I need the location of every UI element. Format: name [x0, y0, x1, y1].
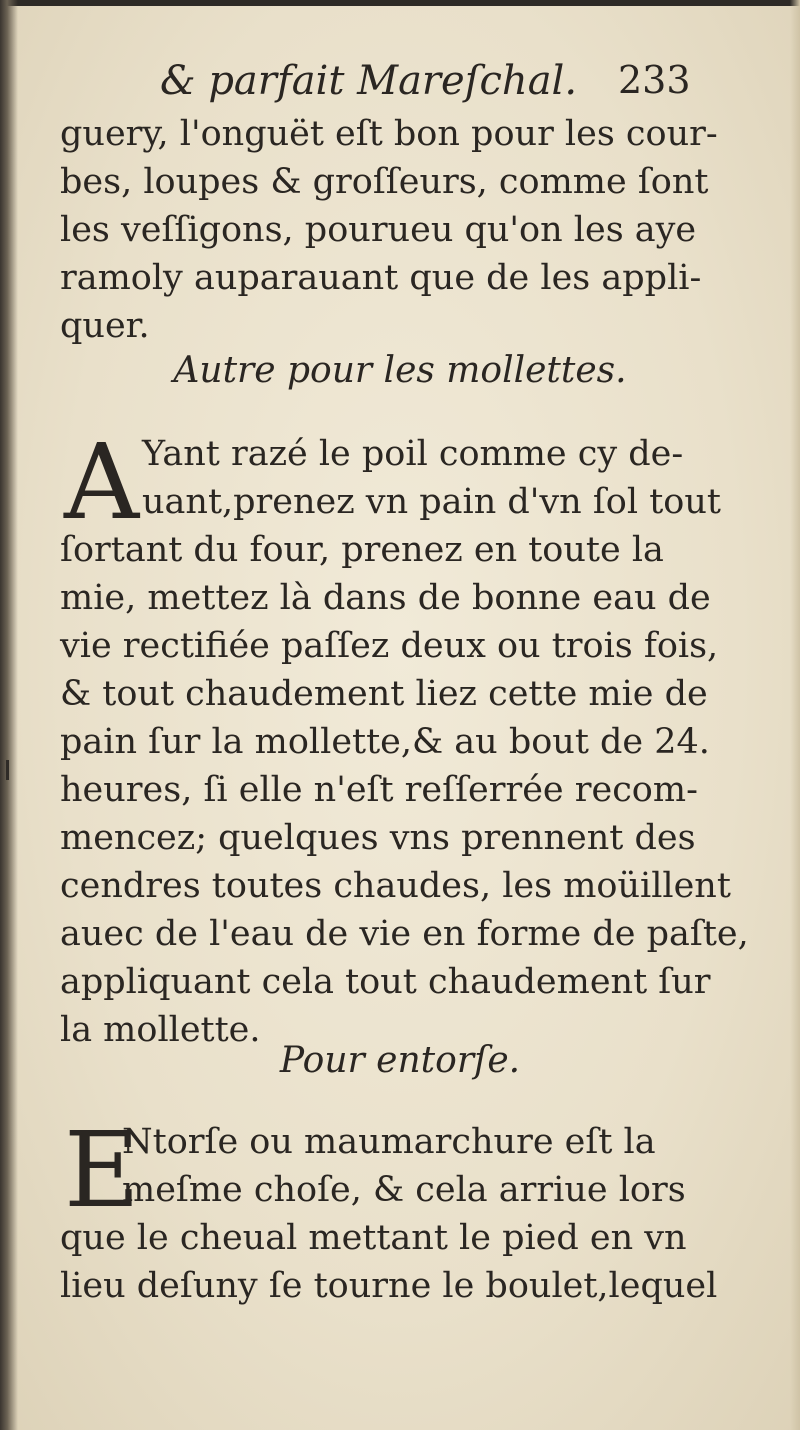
running-head	[0, 58, 800, 108]
text-line: la mollette.	[60, 1010, 261, 1050]
text-line: les veſſigons, pourueu qu'on les aye	[60, 210, 697, 250]
text-line: auec de l'eau de vie en forme de paſte,	[60, 914, 749, 954]
text-line: mencez; quelques vns prennent des	[60, 818, 696, 858]
text-line: quer.	[60, 306, 150, 346]
binding-edge	[0, 0, 18, 1430]
drop-cap: A	[64, 421, 140, 543]
text-line: vie rectifiée paſſez deux ou trois fois,	[60, 626, 719, 666]
running-title: & parfait Mareſchal.	[160, 58, 578, 104]
margin-mark	[6, 760, 9, 780]
section-heading-entorse: Pour entorſe.	[279, 1040, 521, 1081]
text-line: Yant razé le poil comme cy de-	[142, 434, 684, 474]
text-line: uant,prenez vn pain d'vn ſol tout	[142, 482, 721, 522]
text-line: ramoly auparauant que de les appli-	[60, 258, 702, 298]
text-line: guery, l'onguët eſt bon pour les cour-	[60, 114, 718, 154]
page-right-edge	[790, 0, 800, 1430]
text-line: Ntorſe ou maumarchure eſt la	[122, 1122, 656, 1162]
text-line: bes, loupes & groſſeurs, comme ſont	[60, 162, 709, 202]
text-line: appliquant cela tout chaudement ſur	[60, 962, 711, 1002]
text-line: mie, mettez là dans de bonne eau de	[60, 578, 711, 618]
text-line: ſortant du four, prenez en toute la	[60, 530, 664, 570]
page-number: 233	[618, 58, 691, 102]
section-heading-mollettes: Autre pour les mollettes.	[173, 350, 627, 391]
text-line: pain ſur la mollette,& au bout de 24.	[60, 722, 710, 762]
text-line: meſme choſe, & cela arriue lors	[122, 1170, 686, 1210]
text-line: que le cheual mettant le pied en vn	[60, 1218, 687, 1258]
text-line: & tout chaudement liez cette mie de	[60, 674, 708, 714]
drop-cap: E	[64, 1109, 140, 1231]
text-line: lieu deſuny ſe tourne le boulet,lequel	[60, 1266, 718, 1306]
page-top-edge	[0, 0, 800, 6]
text-line: heures, ſi elle n'eſt reſſerrée recom-	[60, 770, 698, 810]
text-line: cendres toutes chaudes, les moüillent	[60, 866, 731, 906]
